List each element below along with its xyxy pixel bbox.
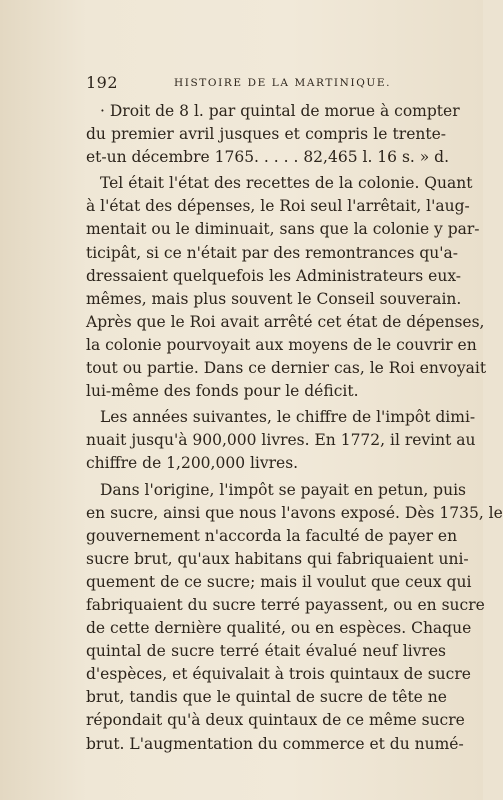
text-line: nuait jusqu'à 900,000 livres. En 1772, il revint au xyxy=(86,431,476,450)
text-line: quintal de sucre terré était évalué neuf livres xyxy=(86,642,446,661)
body-text xyxy=(86,100,503,756)
text-line: en sucre, ainsi que nous l'avons exposé. Dès 1735, le xyxy=(86,503,503,522)
page-number: 192 xyxy=(86,73,119,92)
text-line: mêmes, mais plus souvent le Conseil souverain. xyxy=(86,289,462,308)
text-line: brut, tandis que le quintal de sucre de tête ne xyxy=(86,688,447,707)
running-title: HISTOIRE DE LA MARTINIQUE. xyxy=(174,77,392,89)
paragraph xyxy=(86,406,476,475)
text-line: chiffre de 1,200,000 livres. xyxy=(86,454,299,473)
paragraph xyxy=(86,100,460,169)
text-line: d'espèces, et équivalait à trois quintaux de sucre xyxy=(86,665,471,684)
paragraph xyxy=(86,479,503,756)
text-line: et-un décembre 1765. . . . . 82,465 l. 16 s. » d. xyxy=(86,148,450,167)
text-line: Tel était l'état des recettes de la colonie. Quant xyxy=(100,174,473,193)
text-line: Dans l'origine, l'impôt se payait en petun, puis xyxy=(100,480,466,499)
text-line: Les années suivantes, le chiffre de l'impôt dimi- xyxy=(100,408,476,427)
text-line: · Droit de 8 l. par quintal de morue à compter xyxy=(100,102,460,120)
text-line: la colonie pourvoyait aux moyens de le couvrir en xyxy=(86,335,477,354)
page-header xyxy=(86,73,446,95)
text-line: répondait qu'à deux quintaux de ce même sucre xyxy=(86,711,465,730)
text-line: quement de ce sucre; mais il voulut que ceux qui xyxy=(86,572,472,591)
text-line: dressaient quelquefois les Administrateurs eux- xyxy=(86,266,462,285)
text-line: sucre brut, qu'aux habitans qui fabriquaient uni- xyxy=(86,549,469,568)
text-line: à l'état des dépenses, le Roi seul l'arrêtait, l'aug- xyxy=(86,197,470,216)
text-line: brut. L'augmentation du commerce et du numé- xyxy=(86,734,464,753)
text-line: gouvernement n'accorda la faculté de payer en xyxy=(86,526,458,545)
text-line: lui-même des fonds pour le déficit. xyxy=(86,382,359,401)
text-line: fabriquaient du sucre terré payassent, ou en sucre xyxy=(86,595,485,614)
text-line: de cette dernière qualité, ou en espèces. Chaque xyxy=(86,619,472,638)
text-line: Après que le Roi avait arrêté cet état de dépenses, xyxy=(86,312,485,331)
text-line: ticipât, si ce n'était par des remontrances qu'a- xyxy=(86,243,458,262)
text-line: mentait ou le diminuait, sans que la colonie y par- xyxy=(86,220,480,239)
paragraph xyxy=(86,172,487,403)
text-line: du premier avril jusques et compris le trente- xyxy=(86,125,446,144)
text-line: tout ou partie. Dans ce dernier cas, le Roi envoyait xyxy=(86,359,487,378)
